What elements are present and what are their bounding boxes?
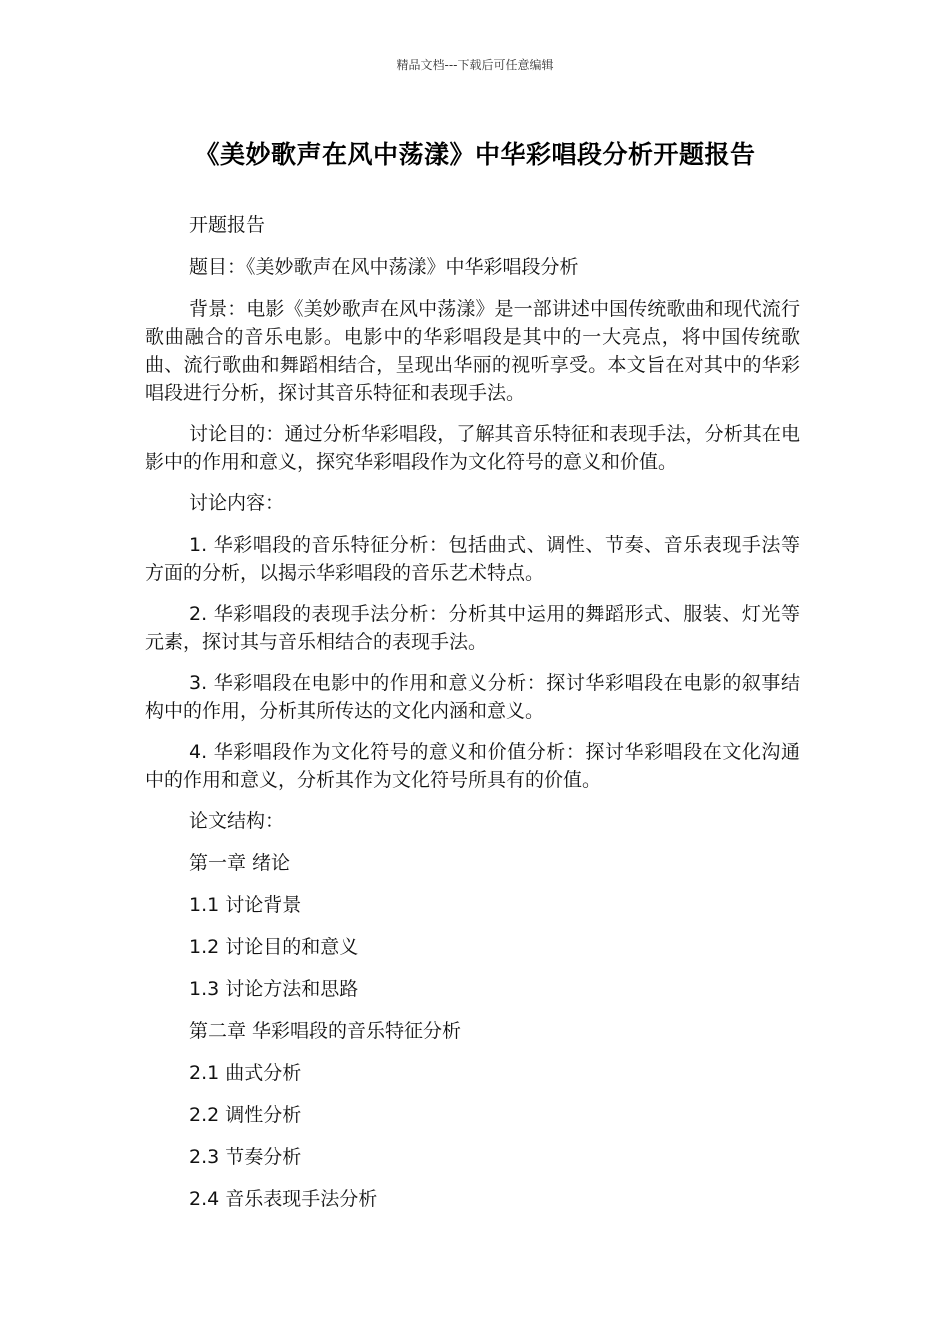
outline-section-1-1: 1.1 讨论背景 bbox=[189, 894, 302, 916]
outline-section-2-3: 2.3 节奏分析 bbox=[189, 1146, 302, 1168]
paragraph-content-item-3: 3. 华彩唱段在电影中的作用和意义分析：探讨华彩唱段在电影的叙事结构中的作用，分析其所传达的文化内涵和意义。 bbox=[145, 672, 800, 722]
paragraph-report-label: 开题报告 bbox=[189, 214, 266, 236]
paragraph-topic: 题目：《美妙歌声在风中荡漾》中华彩唱段分析 bbox=[189, 256, 579, 278]
document-body bbox=[145, 211, 800, 1227]
outline-section-1-3: 1.3 讨论方法和思路 bbox=[189, 978, 359, 1000]
outline-section-2-4: 2.4 音乐表现手法分析 bbox=[189, 1188, 378, 1210]
outline-chapter-2: 第二章 华彩唱段的音乐特征分析 bbox=[189, 1020, 462, 1042]
page-header: 精品文档---下载后可任意编辑 bbox=[396, 58, 554, 72]
paragraph-content-heading: 讨论内容： bbox=[189, 492, 285, 514]
paragraph-purpose: 讨论目的：通过分析华彩唱段，了解其音乐特征和表现手法，分析其在电影中的作用和意义，探究华彩唱段作为文化符号的意义和价值。 bbox=[145, 423, 800, 473]
paragraph-structure-heading: 论文结构： bbox=[189, 810, 285, 832]
outline-chapter-1: 第一章 绪论 bbox=[189, 852, 291, 874]
paragraph-content-item-4: 4. 华彩唱段作为文化符号的意义和价值分析：探讨华彩唱段在文化沟通中的作用和意义，分析其作为文化符号所具有的价值。 bbox=[145, 741, 800, 791]
document-title: 《美妙歌声在风中荡漾》中华彩唱段分析开题报告 bbox=[194, 140, 756, 169]
outline-section-2-1: 2.1 曲式分析 bbox=[189, 1062, 302, 1084]
paragraph-content-item-1: 1. 华彩唱段的音乐特征分析：包括曲式、调性、节奏、音乐表现手法等方面的分析，以揭示华彩唱段的音乐艺术特点。 bbox=[145, 534, 800, 584]
outline-section-2-2: 2.2 调性分析 bbox=[189, 1104, 302, 1126]
paragraph-background: 背景：电影《美妙歌声在风中荡漾》是一部讲述中国传统歌曲和现代流行歌曲融合的音乐电影。电影中的华彩唱段是其中的一大亮点，将中国传统歌曲、流行歌曲和舞蹈相结合，呈现出华丽的视听享受。本文旨在对其中的华彩唱段进行分析，探讨其音乐特征和表现手法。 bbox=[145, 298, 800, 404]
outline-section-1-2: 1.2 讨论目的和意义 bbox=[189, 936, 359, 958]
paragraph-content-item-2: 2. 华彩唱段的表现手法分析：分析其中运用的舞蹈形式、服装、灯光等元素，探讨其与音乐相结合的表现手法。 bbox=[145, 603, 800, 653]
